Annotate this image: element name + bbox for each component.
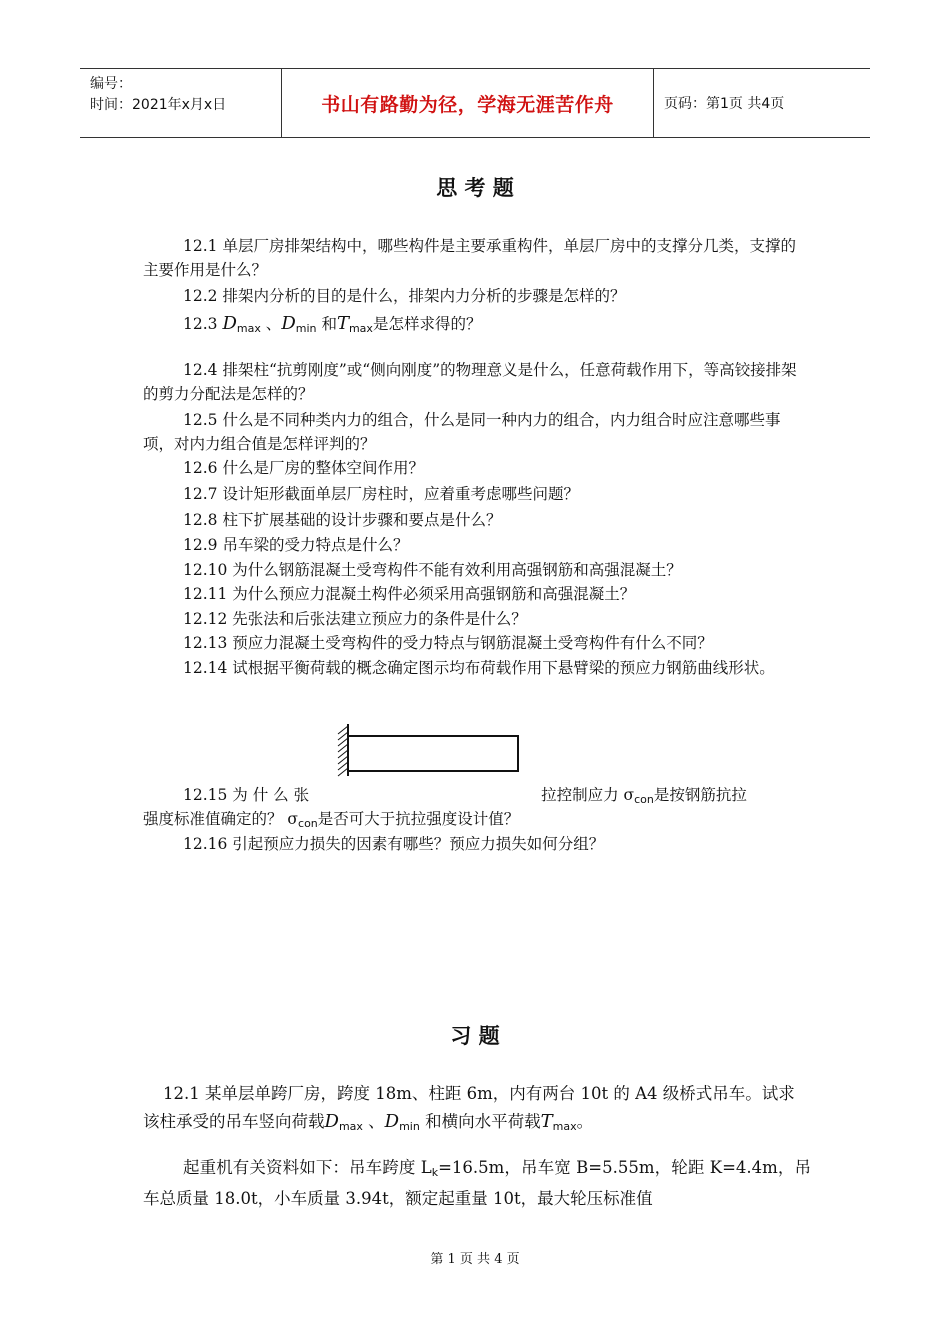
question-12-13: 12.13 预应力混凝土受弯构件的受力特点与钢筋混凝土受弯构件有什么不同？ [183,634,713,652]
question-12-9: 12.9 吊车梁的受力特点是什么？ [183,536,409,554]
time-label: 时间：2021年x月x日 [90,97,227,113]
question-12-15-cont: 强度标准值确定的？ $\sigma_{con}$是否可大于抗拉强度设计值？ [143,810,520,830]
question-12-7: 12.7 设计矩形截面单层厂房柱时，应着重考虑哪些问题？ [183,485,579,503]
fixed-support-hatching [338,726,348,776]
cantilever-beam-diagram [332,722,524,778]
question-12-1: 12.1 单层厂房排架结构中，哪些构件是主要承重构件，单层厂房中的支撑分几类，支撑的主要作用是什么？ [143,237,796,279]
header-page-label: 页码：第1页 共4页 [664,96,785,112]
question-12-14: 12.14 试根据平衡荷载的概念确定图示均布荷载作用下悬臂梁的预应力钢筋曲线形状。 [183,659,775,677]
question-12-5: 12.5 什么是不同种类内力的组合，什么是同一种内力的组合，内力组合时应注意哪些事项，对内力组合值是怎样评判的？ [143,411,781,453]
exercise-crane-data: 起重机有关资料如下：吊车跨度 $L_k=16.5m$，吊车宽 B=5.55m，轮距 K=4.4m，吊车总质量 18.0t，小车质量 3.94t，额定起重量 10t，最大轮压标准值 [143,1158,812,1208]
code-label: 编号： [90,76,132,92]
section-title-thinking: 思 考 题 [436,176,514,200]
page-footer: 第 1 页 共 4 页 [430,1252,520,1267]
section-title-exercises: 习 题 [450,1024,500,1048]
beam-rectangle [348,736,518,771]
question-12-2: 12.2 排架内分析的目的是什么，排架内力分析的步骤是怎样的？ [183,287,626,305]
header-motto: 书山有路勤为径，学海无涯苦作舟 [282,69,654,137]
page-header [80,68,870,138]
question-12-6: 12.6 什么是厂房的整体空间作用？ [183,459,424,477]
question-12-12: 12.12 先张法和后张法建立预应力的条件是什么？ [183,610,527,628]
question-12-3: 12.3 $D_{max}$ 、$D_{min}$ 和$T_{max}$是怎样求得的？ [183,313,482,335]
question-12-16: 12.16 引起预应力损失的因素有哪些？预应力损失如何分组？ [183,835,605,853]
question-12-4: 12.4 排架柱“抗剪刚度”或“侧向刚度”的物理意义是什么，任意荷载作用下，等高铰接排架的剪力分配法是怎样的？ [143,361,797,403]
question-12-10: 12.10 为什么钢筋混凝土受弯构件不能有效利用高强钢筋和高强混凝土？ [183,561,682,579]
question-12-8: 12.8 柱下扩展基础的设计步骤和要点是什么？ [183,511,502,529]
question-12-15: 12.15 为 什 么 张 拉控制应力 $\sigma_{con}$是按钢筋抗拉 [183,786,747,806]
header-meta [80,69,282,137]
question-12-11: 12.11 为什么预应力混凝土构件必须采用高强钢筋和高强混凝土？ [183,585,636,603]
exercise-12-1: 12.1 某单层单跨厂房，跨度 18m、柱距 6m，内有两台 10t 的 A4 级桥式吊车。试求该柱承受的吊车竖向荷载$D_{max}$ 、$D_{min}$ 和横向水平荷载$T_{max}$。 [143,1084,795,1133]
